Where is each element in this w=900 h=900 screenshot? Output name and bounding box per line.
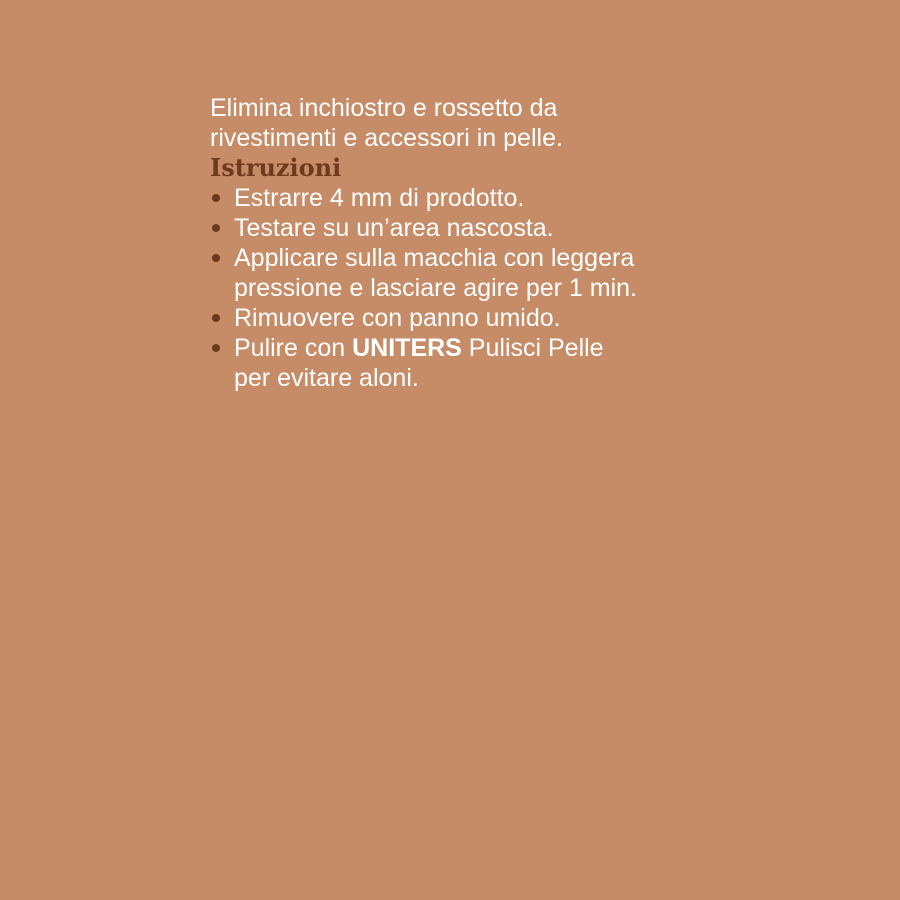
step-item: [210, 243, 850, 303]
step-item: [210, 213, 850, 243]
bullet-icon: [212, 224, 220, 232]
bullet-icon: [212, 254, 220, 262]
product-description: [210, 93, 850, 153]
instructions-panel: [210, 93, 850, 393]
step-text: Testare su un’area nascosta.: [234, 214, 554, 242]
brand-name: UNITERS: [352, 334, 462, 362]
step-text-line-1: Applicare sulla macchia con leggera: [234, 244, 635, 272]
step-text-line-2: per evitare aloni.: [234, 364, 419, 392]
step-text-prefix: Pulire con: [234, 334, 353, 362]
step-item: [210, 333, 850, 393]
bullet-icon: [212, 314, 220, 322]
instructions-list: [210, 183, 850, 393]
step-item: [210, 183, 850, 213]
step-text-suffix: Pulisci Pelle: [461, 334, 604, 362]
step-text-line-2: pressione e lasciare agire per 1 min.: [234, 274, 637, 302]
description-line-2: rivestimenti e accessori in pelle.: [210, 124, 563, 152]
bullet-icon: [212, 344, 220, 352]
instructions-heading: Istruzioni: [210, 153, 342, 182]
step-item: [210, 303, 850, 333]
description-line-1: Elimina inchiostro e rossetto da: [210, 94, 558, 122]
step-text: Estrarre 4 mm di prodotto.: [234, 184, 525, 212]
bullet-icon: [212, 194, 220, 202]
step-text: Rimuovere con panno umido.: [234, 304, 561, 332]
